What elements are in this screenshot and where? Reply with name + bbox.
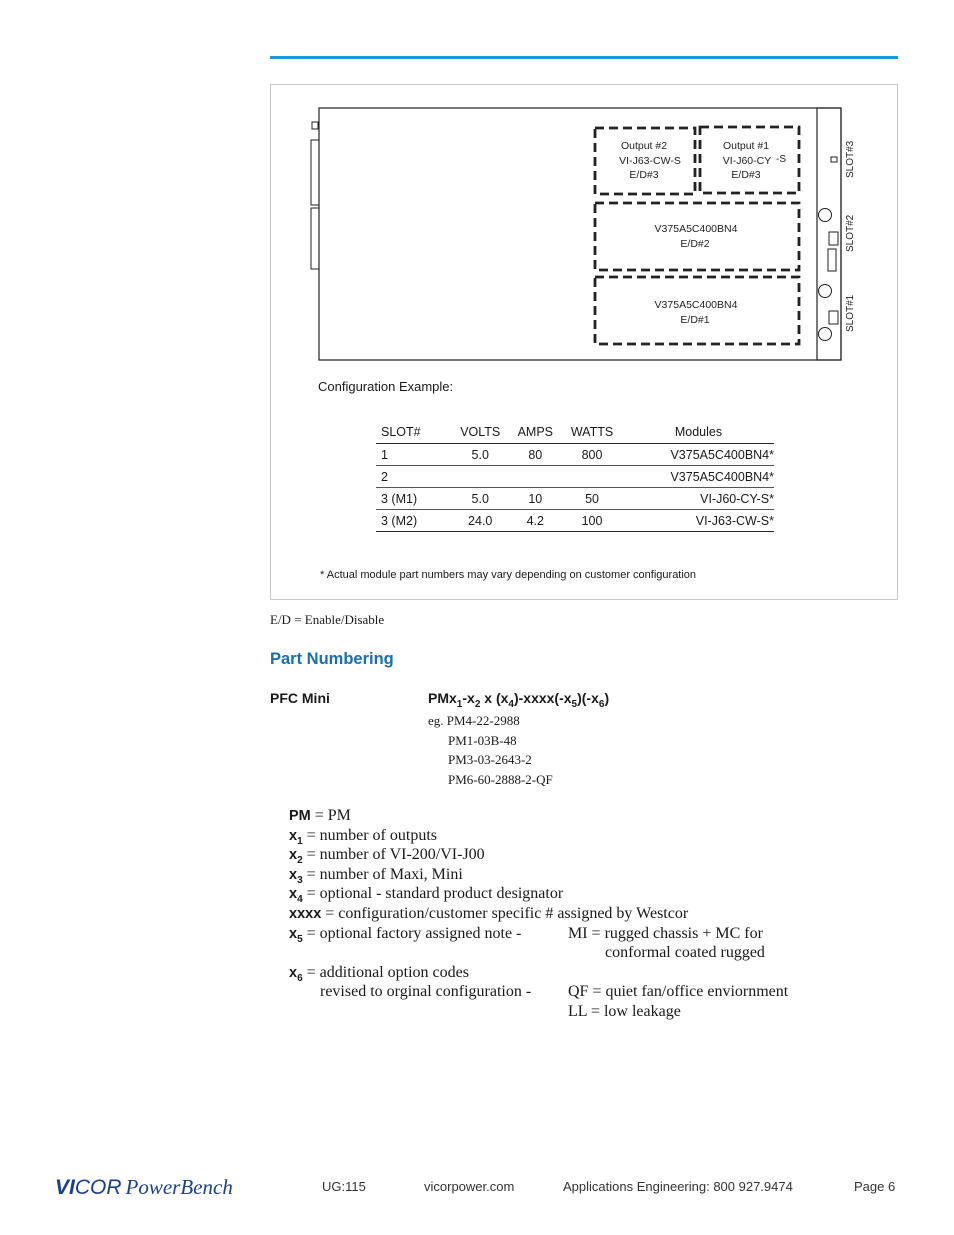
module-text: VI-J63-CW-S xyxy=(619,155,681,167)
table-row xyxy=(376,510,774,532)
table-cell: V375A5C400BN4* xyxy=(623,444,774,466)
table-header-row xyxy=(376,421,774,444)
connector-tab xyxy=(828,249,836,271)
definition-x2: $x_2$ = number of VI-200/VI-J00 xyxy=(289,846,485,867)
module-text: V375A5C400BN4 xyxy=(654,299,738,311)
definition-x6: $x_6$ = additional option codes xyxy=(289,963,469,984)
module-text: V375A5C400BN4 xyxy=(654,223,738,235)
definition-x4: $x_4$ = optional - standard product designator xyxy=(289,885,564,906)
header-rule xyxy=(270,56,898,59)
col-header: WATTS xyxy=(561,421,623,444)
chassis-handle xyxy=(311,140,319,205)
chassis-handle xyxy=(311,208,319,269)
definitions-list xyxy=(289,806,789,1022)
definition-xxxx: xxxx = configuration/customer specific # assigned by Westcor xyxy=(289,904,689,922)
connector xyxy=(819,285,832,298)
table-cell: 2 xyxy=(376,466,451,488)
module-text: E/D#1 xyxy=(680,314,710,326)
connector-tab xyxy=(829,311,838,324)
module-text: E/D#3 xyxy=(629,169,659,181)
table-cell: 10 xyxy=(509,488,561,510)
definition-x1: $x_1$ = number of outputs xyxy=(289,826,437,847)
table-cell: 1 xyxy=(376,444,451,466)
section-title: Part Numbering xyxy=(270,650,394,668)
definition-x6-cont: revised to orginal configuration - QF = quiet fan/office enviornment xyxy=(320,983,789,1001)
table-cell: 3 (M2) xyxy=(376,510,451,532)
example-item: PM6-60-2888-2-QF xyxy=(448,772,553,788)
connector xyxy=(819,209,832,222)
table-row xyxy=(376,466,774,488)
table-cell: 100 xyxy=(561,510,623,532)
col-header: SLOT# xyxy=(376,421,451,444)
module-text: E/D#2 xyxy=(680,238,710,250)
table-cell: VI-J60-CY-S* xyxy=(623,488,774,510)
module-text: E/D#3 xyxy=(731,169,761,181)
connector-tab xyxy=(829,232,838,245)
vicor-logo: VICOR PowerBench xyxy=(55,1175,233,1199)
table-row xyxy=(376,444,774,466)
chassis-tab xyxy=(312,122,318,129)
table-cell: 50 xyxy=(561,488,623,510)
module-text: Output #2 xyxy=(620,140,668,152)
module-text: Output #1 xyxy=(722,140,770,152)
definition-x3: $x_3$ = number of Maxi, Mini xyxy=(289,865,463,886)
col-header: Modules xyxy=(623,421,774,444)
slot-label-2: SLOT#2 xyxy=(845,214,856,252)
table-cell: 3 (M1) xyxy=(376,488,451,510)
definition-x6-cont: LL = low leakage xyxy=(568,1002,681,1020)
table-cell: VI-J63-CW-S* xyxy=(623,510,774,532)
connector xyxy=(819,328,832,341)
definition-x5-cont: conformal coated rugged xyxy=(605,944,765,962)
pfc-label: PFC Mini xyxy=(270,690,330,706)
table-cell: 5.0 xyxy=(451,488,509,510)
col-header: VOLTS xyxy=(451,421,509,444)
col-header: AMPS xyxy=(509,421,561,444)
slot-label-3: SLOT#3 xyxy=(845,140,856,178)
examples-list xyxy=(428,711,553,790)
config-table xyxy=(376,421,774,532)
table-cell xyxy=(451,466,509,488)
module-text: VI-J60-CY xyxy=(722,155,772,167)
table-cell: V375A5C400BN4* xyxy=(623,466,774,488)
module-text: -S xyxy=(776,154,786,165)
config-footnote: * Actual module part numbers may vary depending on customer configuration xyxy=(320,569,697,581)
table-cell xyxy=(509,466,561,488)
example-item: PM1-03B-48 xyxy=(448,732,517,748)
table-cell xyxy=(561,466,623,488)
module-slot-2 xyxy=(595,203,799,270)
connector-tab xyxy=(831,157,837,162)
ed-note: E/D = Enable/Disable xyxy=(270,612,385,627)
table-cell: 80 xyxy=(509,444,561,466)
footer-contact: Applications Engineering: 800 927.9474 xyxy=(563,1179,793,1194)
table-cell: 5.0 xyxy=(451,444,509,466)
part-number-formula: $PMx_1-x_2$ x $(x_4)-xxxx(-x_5)(-x_6)$ xyxy=(428,690,610,710)
example-item: PM3-03-2643-2 xyxy=(448,752,532,768)
footer-site-link[interactable]: vicorpower.com xyxy=(424,1179,515,1194)
table-cell: 4.2 xyxy=(509,510,561,532)
table-row xyxy=(376,488,774,510)
table-cell: 24.0 xyxy=(451,510,509,532)
chassis-diagram xyxy=(270,84,898,384)
example-item: eg. PM4-22-2988 xyxy=(428,713,520,728)
slot-label-1: SLOT#1 xyxy=(845,294,856,332)
config-title: Configuration Example: xyxy=(318,379,454,394)
definition-x5: $x_5$ = optional factory assigned note - MI = rugged chassis + MC for xyxy=(289,924,763,945)
footer-page-number: Page 6 xyxy=(854,1179,896,1194)
definition-pm: PM = PM xyxy=(289,807,351,824)
table-cell: 800 xyxy=(561,444,623,466)
footer-doc-id: UG:115 xyxy=(322,1179,366,1194)
